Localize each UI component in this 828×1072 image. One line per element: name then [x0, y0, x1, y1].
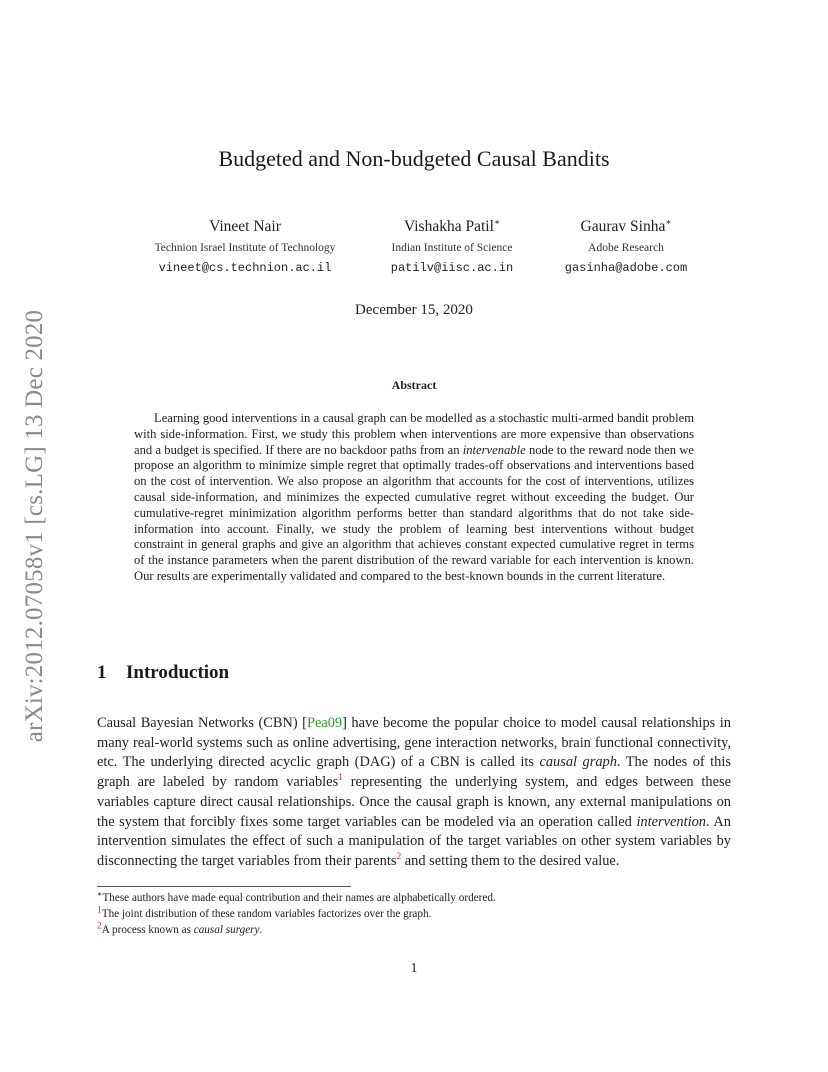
- author-affiliation: Adobe Research: [588, 242, 664, 254]
- author-name: Vineet Nair: [209, 218, 281, 235]
- paper-title: Budgeted and Non-budgeted Causal Bandits: [218, 146, 610, 171]
- author-affiliation: Technion Israel Institute of Technology: [154, 242, 336, 254]
- footnote-1: ∗These authors have made equal contribution and their names are alphabetically ordered.: [97, 889, 496, 904]
- paper-date: December 15, 2020: [355, 302, 473, 318]
- section-heading: [97, 662, 229, 684]
- section-number: 1: [97, 662, 107, 683]
- footnote-ref-2[interactable]: 2: [396, 852, 402, 863]
- page-number: 1: [410, 961, 418, 976]
- author-name: Gaurav Sinha∗: [580, 216, 672, 235]
- author-block-2: [362, 216, 542, 278]
- footnotes: [97, 890, 737, 938]
- section-title: Introduction: [126, 662, 230, 683]
- footnote-3: $^2$A process known as causal surgery.: [97, 921, 263, 936]
- author-affiliation: Indian Institute of Science: [391, 242, 513, 254]
- author-email[interactable]: patilv@iisc.ac.in: [390, 261, 514, 275]
- footnote-2: $^1$The joint distribution of these random variables factorizes over the graph.: [97, 905, 432, 920]
- author-name: Vishakha Patil∗: [403, 216, 501, 235]
- author-email[interactable]: vineet@cs.technion.ac.il: [158, 261, 332, 275]
- author-email[interactable]: gasinha@adobe.com: [564, 261, 688, 275]
- abstract-text: Learning good interventions in a causal graph can be modelled as a stochastic multi-armed bandit problem with side-information. First, we study this problem when interventions are more expensive than observations and a budget is specified. If there are no backdoor paths from an intervenable node to the reward node then we propose an algorithm to minimize simple regret that optimally trades-off observations and interventions based on the cost of intervention. We also propose an algorithm that accounts for the cost of interventions, utilizes causal side-information, and minimizes the expected cumulative regret without exceeding the budget. Our cumulative-regret minimization algorithm performs better than standard algorithms that do not take side-information into account. Finally, we study the problem of learning best interventions without budget constraint in general graphs and give an algorithm that achieves constant expected cumulative regret in terms of the instance parameters when the parent distribution of the reward variable for each intervention is known. Our results are experimentally validated and compared to the best-known bounds in the current literature.: [134, 411, 694, 583]
- citation-link[interactable]: Pea09: [306, 715, 343, 731]
- footnote-rule: [97, 886, 351, 887]
- footnote-ref-1[interactable]: 1: [338, 773, 343, 784]
- arxiv-stamp-text: arXiv:2012.07058v1 [cs.LG] 13 Dec 2020: [21, 309, 48, 743]
- intro-paragraph: Causal Bayesian Networks (CBN) [Pea09] have become the popular choice to model causal relationships in many real-world systems such as online advertising, gene interaction networks, brain functional connectivity, etc. The underlying directed acyclic graph (DAG) of a CBN is called its causal graph. The nodes of this graph are labeled by random variables$^1$ representing the underlying system, and edges between these variables capture direct causal relationships. Once the causal graph is known, any external manipulations on the system that forcibly fixes some target variables can be modeled via an operation called intervention. An intervention simulates the effect of such a manipulation of the target variables on other system variables by disconnecting the target variables from their parents$^2$ and setting them to the desired value.: [97, 715, 731, 869]
- author-block-1: [142, 216, 348, 278]
- abstract-heading: Abstract: [391, 378, 437, 392]
- author-block-3: [553, 216, 699, 278]
